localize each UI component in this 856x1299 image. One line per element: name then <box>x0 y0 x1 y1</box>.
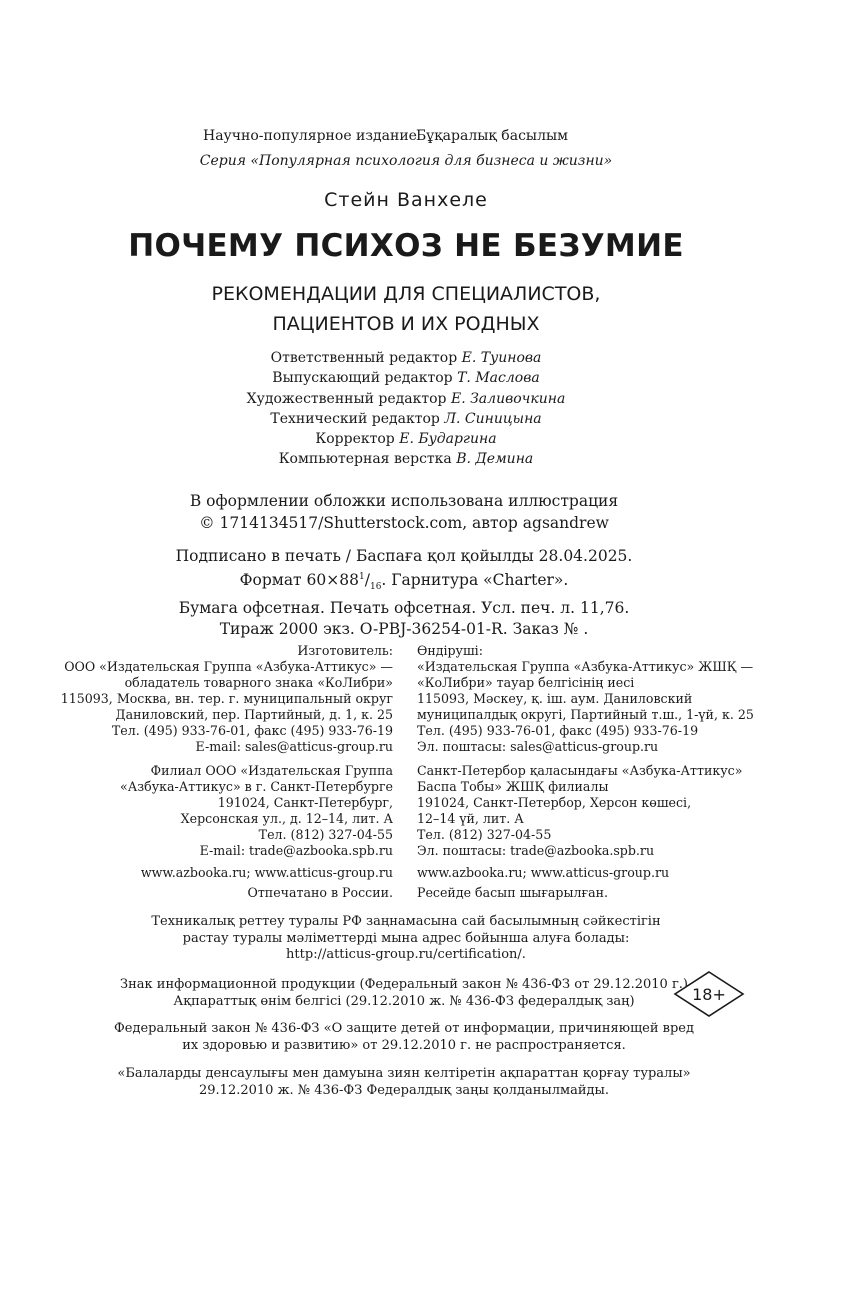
editor-line: Корректор Е. Бударгина <box>315 431 497 448</box>
subtitle-line: РЕКОМЕНДАЦИИ ДЛЯ СПЕЦИАЛИСТОВ, <box>211 283 601 305</box>
editor-line: Компьютерная верстка В. Демина <box>278 451 534 468</box>
printed-in: Отпечатано в России. <box>247 885 393 900</box>
editor-line: Ответственный редактор Е. Туинова <box>270 350 542 366</box>
branch-line: 191024, Санкт-Петербург, <box>217 795 393 810</box>
edition-type-ru: Научно-популярное издание <box>203 128 417 144</box>
edition-type-kz: Бұқаралық басылым <box>416 128 568 144</box>
publisher-kz: Өндіруші: «Издательская Группа «Азбука-Аттикус» ЖШҚ — «КоЛибри» тауар белгісінің иесі 115093, Мәскеу, қ. іш. аум. Даниловский муниципалдық округі, Партийный т.ш., 1-үй, к. 25 Тел. (495) 933-76-01, факс (495) 933-76-19 Эл. поштасы: sales@atticus-group.ru Санкт-Петербор қаласындағы «Азбука-Аттикус» Баспа Тобы» ЖШҚ филиалы 191024, Санкт-Петербор, Херсон көшесі, 12–14 үй, лит. А Тел. (812) 327-04-55 Эл. поштасы: trade@azbooka.spb.ru www.azbooka.ru; www.atticus-group.ru Ресейде басып шығарылған. <box>417 643 754 900</box>
branch-line: Баспа Тобы» ЖШҚ филиалы <box>417 779 609 794</box>
branch-line: «Азбука-Аттикус» в г. Санкт-Петербурге <box>120 779 393 794</box>
book-title: ПОЧЕМУ ПСИХОЗ НЕ БЕЗУМИЕ <box>128 228 684 264</box>
branch-line: 12–14 үй, лит. А <box>417 811 524 826</box>
branch-line: 191024, Санкт-Петербор, Херсон көшесі, <box>417 795 692 810</box>
run-line: Тираж 2000 экз. O-PBJ-36254-01-R. Заказ № . <box>219 620 589 639</box>
certification-note: Техникалық реттеу туралы РФ заңнамасына сай басылымның сәйкестігін растау туралы мәліметтерді мына адрес бойынша алуға болады: http://atticus-group.ru/certification/. <box>151 914 661 962</box>
branch-line: Тел. (812) 327-04-55 <box>417 827 552 842</box>
web-line: www.azbooka.ru; www.atticus-group.ru <box>417 865 670 880</box>
signed-line: Подписано в печать / Баспаға қол қойылды 28.04.2025. <box>175 547 633 565</box>
age-badge-text: 18+ <box>692 985 726 1004</box>
law-ru: Федеральный закон № 436-ФЗ «О защите детей от информации, причиняющей вред их здоровью и развитию» от 29.12.2010 г. не распространяется. <box>113 1021 694 1053</box>
editor-line: Художественный редактор Е. Заливочкина <box>246 390 566 407</box>
print-info <box>0 546 808 640</box>
branch-line: Эл. поштасы: trade@azbooka.spb.ru <box>417 843 655 858</box>
subtitle-line: ПАЦИЕНТОВ И ИХ РОДНЫХ <box>272 313 540 335</box>
editors-block <box>0 348 812 470</box>
paper-line: Бумага офсетная. Печать офсетная. Усл. печ. л. 11,76. <box>178 599 630 618</box>
printed-in: Ресейде басып шығарылған. <box>417 885 609 900</box>
branch-line: Тел. (812) 327-04-55 <box>258 827 393 842</box>
info-sign-text: Знак информационной продукции (Федеральный закон № 436-ФЗ от 29.12.2010 г.) Ақпараттық өнім белгісі (29.12.2010 ж. № 436-ФЗ федералдық заң) <box>120 977 688 1009</box>
book-subtitle <box>0 279 812 339</box>
author-name: Стейн Ванхеле <box>324 189 488 211</box>
cover-credit: В оформлении обложки использована иллюстрация © 1714134517/Shutterstock.com, автор agsandrew <box>189 492 619 532</box>
branch-line: Херсонская ул., д. 12–14, лит. А <box>180 811 393 826</box>
web-line: www.azbooka.ru; www.atticus-group.ru <box>140 865 393 880</box>
publisher-label: Изготовитель: <box>297 643 393 658</box>
format-line: Формат $60\times 88^1/_{16}$. Гарнитура «Charter». <box>239 571 569 593</box>
series-line: Серия «Популярная психология для бизнеса и жизни» <box>199 153 613 169</box>
editor-line: Технический редактор Л. Синицына <box>270 410 542 427</box>
publisher-ru: Изготовитель: ООО «Издательская Группа «Азбука-Аттикус» — обладатель товарного знака «КоЛибри» 115093, Москва, вн. тер. г. муниципальный округ Даниловский, пер. Партийный, д. 1, к. 25 Тел. (495) 933-76-01, факс (495) 933-76-19 E-mail: sales@atticus-group.ru Филиал ООО «Издательская Группа «Азбука-Аттикус» в г. Санкт-Петербурге 191024, Санкт-Петербург, Херсонская ул., д. 12–14, лит. А Тел. (812) 327-04-55 E-mail: trade@azbooka.spb.ru www.azbooka.ru; www.atticus-group.ru Отпечатано в России. <box>60 643 393 900</box>
branch-line: Филиал ООО «Издательская Группа <box>150 763 393 778</box>
branch-line: Санкт-Петербор қаласындағы «Азбука-Аттикус» <box>417 763 743 778</box>
branch-line: E-mail: trade@azbooka.spb.ru <box>199 843 393 858</box>
publisher-label: Өндіруші: <box>417 643 483 658</box>
law-kz: «Балаларды денсаулығы мен дамуына зиян келтіретін ақпараттан қорғау туралы» 29.12.2010 ж. № 436-ФЗ Федералдық заңы қолданылмайды. <box>117 1066 691 1098</box>
editor-line: Выпускающий редактор Т. Маслова <box>272 370 540 387</box>
age-rating-badge <box>673 970 745 1018</box>
